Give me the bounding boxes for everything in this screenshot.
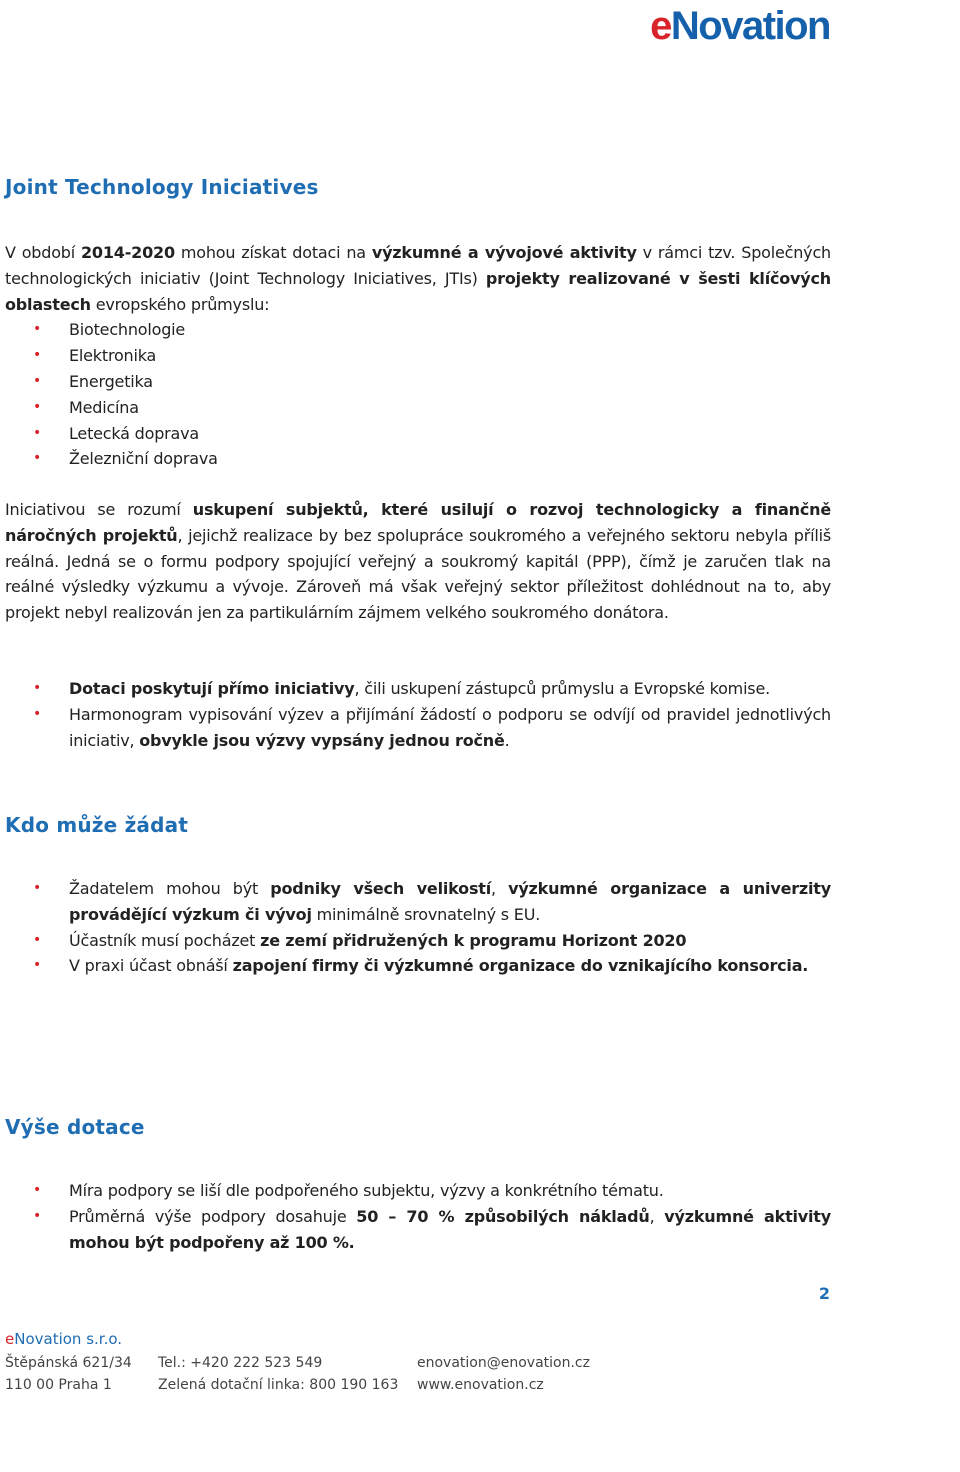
- section-who-can-apply: [5, 813, 831, 837]
- list-item: • V praxi účast obnáší zapojení firmy či výzkumné organizace do vznikajícího konsorcia.: [5, 953, 831, 979]
- initiative-paragraph: Iniciativou se rozumí uskupení subjektů, které usilují o rozvoj technologicky a finančně náročných projektů, jejichž realizace by bez spolupráce soukromého a veřejného sektoru nebyla příliš reálná. Jedná se o formu podpory spojující veřejný a soukromý kapitál (PPP), čímž je zaručen tlak na reálné výsledky výzkumu a vývoje. Zároveň má však veřejný sektor příležitost dohlédnout na to, aby projekt nebyl realizován jen za partikulárním zájmem velkého soukromého donátora.: [5, 500, 831, 623]
- bullet-icon: •: [33, 880, 42, 896]
- bullet-icon: •: [33, 450, 42, 467]
- list-item: • Průměrná výše podpory dosahuje 50 – 70 % způsobilých nákladů, výzkumné aktivity mohou být podpořeny až 100 %.: [5, 1204, 831, 1256]
- bullet-icon: •: [33, 957, 42, 974]
- logo-e: e: [650, 4, 671, 48]
- footer-hotline: Zelená dotační linka: 800 190 163: [158, 1377, 399, 1393]
- list-item: • Harmonogram vypisování výzev a přijímání žádostí o podporu se odvíjí od pravidel jednotlivých iniciativ, obvykle jsou výzvy vypsány jednou ročně.: [5, 702, 831, 754]
- bullet-icon: •: [33, 931, 42, 948]
- list-item: • Biotechnologie: [5, 317, 831, 343]
- initiative-block: [5, 497, 831, 626]
- bullet-icon: •: [33, 1207, 42, 1224]
- section-joint-technology: [5, 175, 831, 199]
- who-bullets: [5, 876, 831, 979]
- footer-web[interactable]: www.enovation.cz: [417, 1377, 544, 1393]
- footer-email[interactable]: enovation@enovation.cz: [417, 1355, 590, 1371]
- funding-bullets: [5, 676, 831, 753]
- section-funding-amount: [5, 1115, 831, 1139]
- bullet-icon: •: [33, 321, 42, 338]
- who-bullets-block: [5, 876, 831, 979]
- list-item: • Železniční doprava: [5, 446, 831, 472]
- section-heading: Výše dotace: [5, 1115, 145, 1139]
- section-heading: Joint Technology Iniciatives: [5, 175, 319, 199]
- footer-city: 110 00 Praha 1: [5, 1377, 112, 1393]
- bullet-icon: •: [33, 680, 42, 696]
- list-item: • Dotaci poskytují přímo iniciativy, čili uskupení zástupců průmyslu a Evropské komise.: [5, 676, 831, 702]
- section-heading: Kdo může žádat: [5, 813, 189, 837]
- footer-street: Štěpánská 621/34: [5, 1355, 132, 1371]
- footer: [5, 1330, 590, 1396]
- list-item: • Míra podpory se liší dle podpořeného subjektu, výzvy a konkrétního tématu.: [5, 1178, 831, 1204]
- intro-block: [5, 240, 831, 472]
- list-item: • Účastník musí pocházet ze zemí přidružených k programu Horizont 2020: [5, 928, 831, 954]
- bullet-icon: •: [33, 705, 42, 722]
- footer-phone: Tel.: +420 222 523 549: [158, 1355, 323, 1371]
- bullet-icon: •: [33, 1182, 42, 1198]
- list-item: • Žadatelem mohou být podniky všech velikostí, výzkumné organizace a univerzity provádějící výzkum či vývoj minimálně srovnatelný s EU.: [5, 876, 831, 928]
- enovation-logo: [650, 6, 830, 46]
- list-item: • Medicína: [5, 395, 831, 421]
- intro-paragraph: V období 2014-2020 mohou získat dotaci na výzkumné a vývojové aktivity v rámci tzv. Společných technologických iniciativ (Joint Technology Iniciatives, JTIs) projekty realizované v šesti klíčových oblastech evropského průmyslu:: [5, 243, 831, 314]
- page-number: 2: [818, 1284, 830, 1303]
- logo-novation: Novation: [670, 4, 830, 48]
- funding-bullets-block: [5, 676, 831, 753]
- amount-bullets: [5, 1178, 831, 1255]
- list-item: • Letecká doprava: [5, 421, 831, 447]
- footer-row-1: [5, 1352, 590, 1374]
- amount-bullets-block: [5, 1178, 831, 1255]
- bullet-icon: •: [33, 398, 42, 415]
- bullet-icon: •: [33, 424, 42, 441]
- list-item: • Energetika: [5, 369, 831, 395]
- footer-company: eNovation s.r.o.: [5, 1330, 123, 1348]
- footer-row-2: [5, 1374, 590, 1396]
- bullet-icon: •: [33, 372, 42, 389]
- areas-list: [5, 317, 831, 472]
- list-item: • Elektronika: [5, 343, 831, 369]
- bullet-icon: •: [33, 347, 42, 364]
